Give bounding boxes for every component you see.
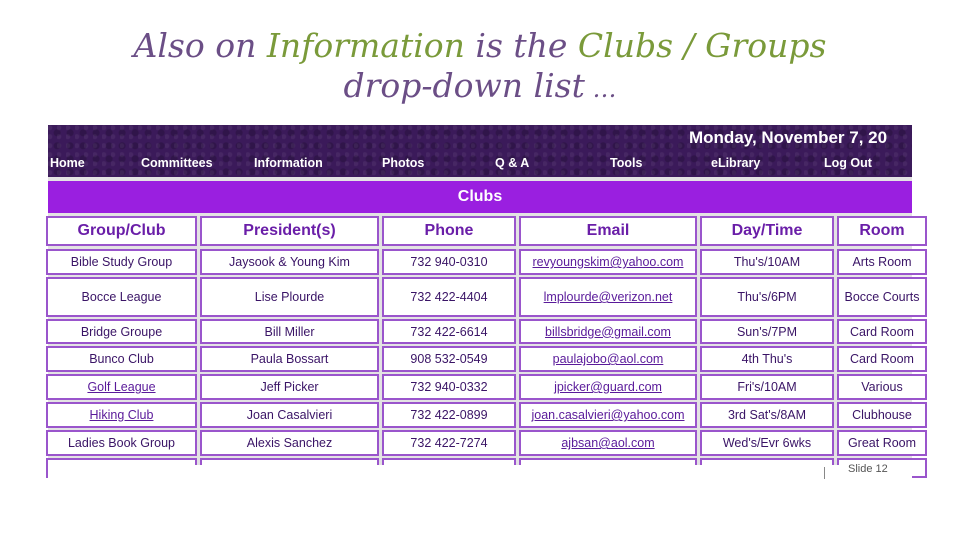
cell-text: Thu's/6PM (737, 290, 797, 304)
cell-text: Great Room (847, 436, 917, 450)
cell-text: Ladies Book Group (67, 436, 175, 450)
table-cell-president (200, 402, 379, 428)
cell-text: Arts Room (852, 255, 912, 269)
nav-q-a[interactable]: Q & A (495, 156, 530, 170)
email-link[interactable]: jpicker@guard.com (554, 380, 662, 394)
title-text: is the (464, 26, 578, 65)
table-cell-club (46, 430, 197, 456)
footer-divider (824, 467, 825, 479)
table-cell-day-time (700, 277, 834, 317)
nav-information[interactable]: Information (254, 156, 323, 170)
column-header-club: Group/Club (46, 216, 197, 246)
nav-elibrary[interactable]: eLibrary (711, 156, 761, 170)
website-screenshot (48, 125, 920, 481)
table-cell-club (46, 346, 197, 372)
cell-text: 732 940-0332 (410, 380, 488, 394)
club-link[interactable]: Golf League (87, 380, 156, 394)
email-link[interactable]: lmplourde@verizon.net (543, 290, 673, 304)
table-cell-club[interactable] (46, 402, 197, 428)
email-link[interactable]: paulajobo@aol.com (552, 352, 664, 366)
cell-text: Thu's/10AM (733, 255, 801, 269)
cell-text: Alexis Sanchez (246, 436, 333, 450)
table-cell-room (837, 374, 927, 400)
table-cell-phone (382, 319, 516, 344)
table-cell-day-time (700, 319, 834, 344)
table-cell-day-time (700, 346, 834, 372)
site-header (48, 125, 912, 177)
cell-text: Wed's/Evr 6wks (722, 436, 812, 450)
table-cell-president (200, 430, 379, 456)
column-header-president: President(s) (200, 216, 379, 246)
date-display: Monday, November 7, 20 (689, 128, 888, 147)
table-cell-email[interactable] (519, 277, 697, 317)
table-cell-email[interactable] (519, 249, 697, 275)
table-cell-email[interactable] (519, 374, 697, 400)
cell-text: 3rd Sat's/8AM (727, 408, 807, 422)
table-cell-room (837, 319, 927, 344)
club-link[interactable]: Hiking Club (89, 408, 154, 422)
column-header-phone: Phone (382, 216, 516, 246)
nav-tools[interactable]: Tools (610, 156, 643, 170)
table-cell-president (200, 319, 379, 344)
table-cell-club (46, 277, 197, 317)
cell-text: 732 422-7274 (410, 436, 488, 450)
table-cell-club[interactable] (46, 374, 197, 400)
cell-text: 732 422-0899 (410, 408, 488, 422)
main-nav (48, 156, 912, 174)
title-accent-text: Clubs / Groups (577, 26, 827, 65)
cell-text: 732 422-6614 (410, 324, 488, 339)
column-header-room: Room (837, 216, 927, 246)
table-cell-phone (382, 430, 516, 456)
title-line-2-text: drop-down list (343, 66, 585, 105)
cell-text: Joan Casalvieri (246, 408, 333, 422)
cell-text: Lise Plourde (254, 290, 325, 304)
table-cell-day-time (700, 374, 834, 400)
cell-text: Bocce League (81, 290, 162, 304)
cell-text: Various (861, 380, 903, 394)
title-accent-text: Information (266, 26, 465, 65)
table-cell-day-time (700, 249, 834, 275)
cell-text: Jeff Picker (260, 380, 319, 394)
nav-home[interactable]: Home (50, 156, 85, 170)
clubs-section-title: Clubs (48, 181, 912, 213)
cell-text: Bible Study Group (70, 255, 173, 269)
table-cell-email[interactable] (519, 319, 697, 344)
email-link[interactable]: revyoungskim@yahoo.com (532, 255, 684, 269)
email-link[interactable]: ajbsan@aol.com (561, 436, 655, 450)
table-cell-phone (382, 346, 516, 372)
table-cell-president (200, 374, 379, 400)
table-cell-room (837, 346, 927, 372)
table-cell-president (200, 346, 379, 372)
table-cell-day-time (700, 402, 834, 428)
cell-text: Paula Bossart (250, 352, 329, 366)
table-cell-email[interactable] (519, 402, 697, 428)
title-text: Also on (133, 26, 267, 65)
cell-text: 732 940-0310 (410, 255, 488, 269)
title-line-2 (0, 66, 960, 109)
table-cell-email[interactable] (519, 430, 697, 456)
table-cell-day-time (700, 430, 834, 456)
nav-log-out[interactable]: Log Out (824, 156, 872, 170)
cell-text: Jaysook & Young Kim (229, 255, 350, 269)
table-cell-phone (382, 249, 516, 275)
cell-text: Fri's/10AM (737, 380, 797, 394)
cell-text: 4th Thu's (741, 352, 793, 366)
cell-text: Bocce Courts (844, 290, 920, 304)
table-cell-phone (382, 374, 516, 400)
cell-text: Sun's/7PM (736, 324, 798, 339)
table-cell-room (837, 402, 927, 428)
table-cell-room (837, 277, 927, 317)
bottom-strip (48, 465, 912, 481)
cell-text: Card Room (850, 352, 914, 366)
table-cell-president (200, 249, 379, 275)
table-cell-phone (382, 402, 516, 428)
table-cell-room (837, 249, 927, 275)
cell-text: Bill Miller (264, 324, 315, 339)
nav-committees[interactable]: Committees (141, 156, 213, 170)
email-link[interactable]: joan.casalvieri@yahoo.com (531, 408, 685, 422)
cell-text: 732 422-4404 (410, 290, 488, 304)
table-cell-phone (382, 277, 516, 317)
table-cell-club (46, 249, 197, 275)
column-header-email: Email (519, 216, 697, 246)
cell-text: 908 532-0549 (410, 352, 488, 366)
slide-title (0, 26, 960, 109)
column-header-day-time: Day/Time (700, 216, 834, 246)
slide-number: Slide 12 (848, 463, 888, 475)
title-line-1 (0, 26, 960, 66)
cell-text: Card Room (850, 324, 914, 339)
table-cell-email[interactable] (519, 346, 697, 372)
cell-text: Bridge Groupe (80, 324, 163, 339)
cell-text: Bunco Club (89, 352, 154, 366)
table-cell-club (46, 319, 197, 344)
table-cell-president (200, 277, 379, 317)
nav-photos[interactable]: Photos (382, 156, 425, 170)
table-cell-room (837, 430, 927, 456)
cell-text: Clubhouse (852, 408, 912, 422)
title-ellipsis: … (584, 75, 617, 103)
email-link[interactable]: billsbridge@gmail.com (545, 324, 671, 339)
